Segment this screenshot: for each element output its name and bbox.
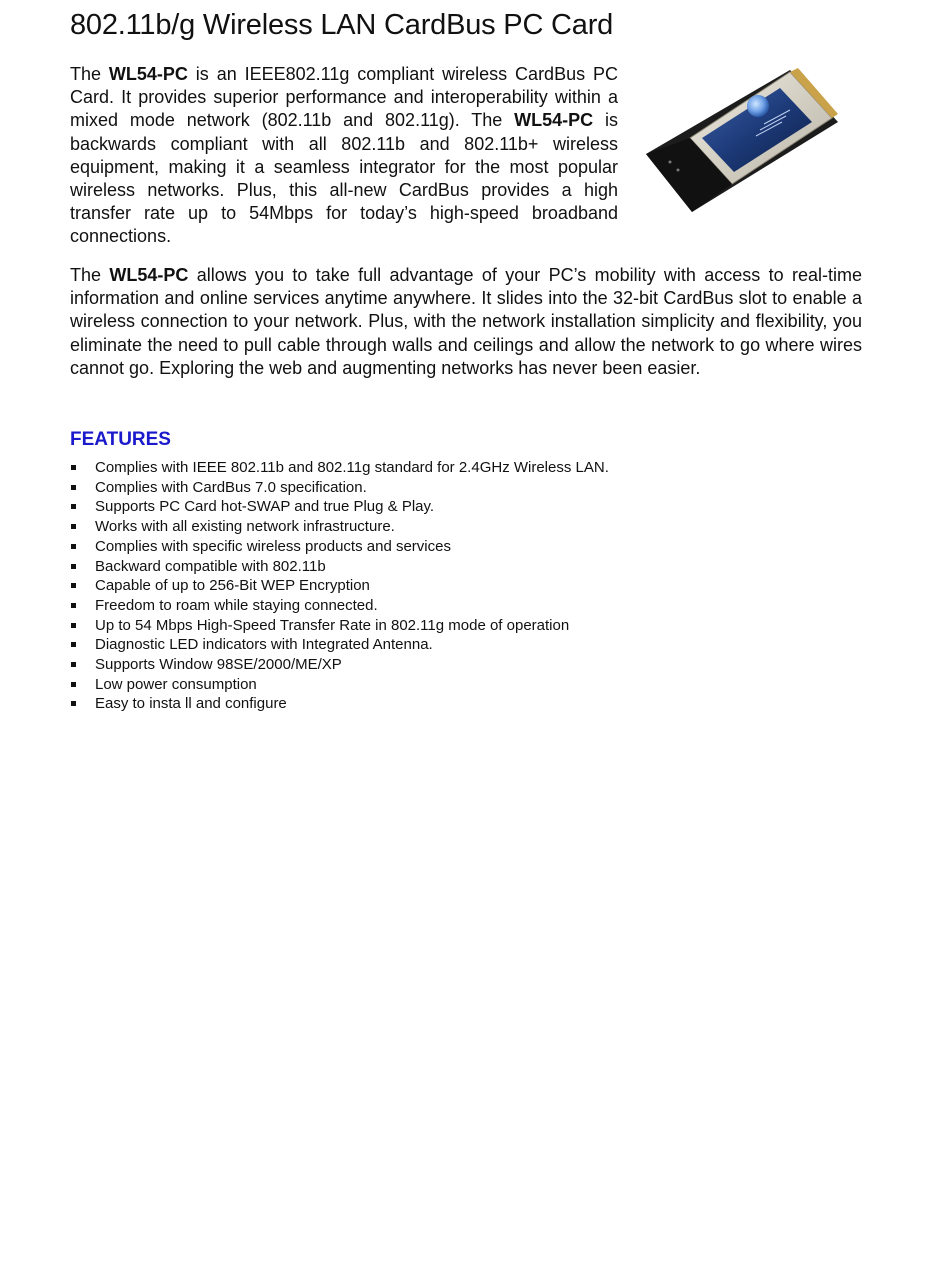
intro-text-3: is backwards compliant with all 802.11b and 802.11b+ wireless equipment, making it a seamless integrator for the most popular wireless networks. Plus, this all-new CardBus provides a high transfer rate up to 54Mbps for today’s high-speed broadband connections. [70, 110, 618, 247]
feature-item: Works with all existing network infrastructure. [70, 517, 609, 537]
pc-card-product-image [640, 66, 840, 218]
usage-paragraph [70, 264, 862, 380]
usage-product-name: WL54-PC [109, 265, 189, 285]
feature-item: Diagnostic LED indicators with Integrated Antenna. [70, 635, 609, 655]
feature-item: Backward compatible with 802.11b [70, 557, 609, 577]
feature-item: Complies with specific wireless products and services [70, 537, 609, 557]
usage-text-2: allows you to take full advantage of your PC’s mobility with access to real-time information and online services anytime anywhere. It slides into the 32-bit CardBus slot to enable a wireless connection to your network. Plus, with the network installation simplicity and flexibility, you eliminate the need to pull cable through walls and ceilings and allow the network to go where wires cannot go. Exploring the web and augmenting networks has never been easier. [70, 265, 862, 378]
feature-item: Complies with CardBus 7.0 specification. [70, 478, 609, 498]
feature-item: Capable of up to 256-Bit WEP Encryption [70, 576, 609, 596]
intro-paragraph [70, 63, 618, 249]
feature-item: Supports Window 98SE/2000/ME/XP [70, 655, 609, 675]
feature-item: Low power consumption [70, 675, 609, 695]
features-heading: FEATURES [70, 429, 171, 450]
feature-item: Easy to insta ll and configure [70, 694, 609, 714]
document-title: 802.11b/g Wireless LAN CardBus PC Card [70, 9, 614, 41]
feature-item: Complies with IEEE 802.11b and 802.11g standard for 2.4GHz Wireless LAN. [70, 458, 609, 478]
feature-item: Supports PC Card hot-SWAP and true Plug & Play. [70, 497, 609, 517]
features-list [70, 458, 609, 714]
intro-product-name-2: WL54-PC [514, 110, 594, 131]
intro-product-name-1: WL54-PC [108, 64, 188, 84]
feature-item: Up to 54 Mbps High-Speed Transfer Rate in 802.11g mode of operation [70, 616, 609, 636]
intro-text-1: The [70, 64, 109, 84]
usage-text-1: The [70, 265, 110, 285]
intro-text-2: is an IEEE802.11g compliant wireless CardBus PC Card. It provides superior performance and interoperability within a mixed mode network (802.11b and 802.11g). The [70, 64, 618, 131]
feature-item: Freedom to roam while staying connected. [70, 596, 609, 616]
